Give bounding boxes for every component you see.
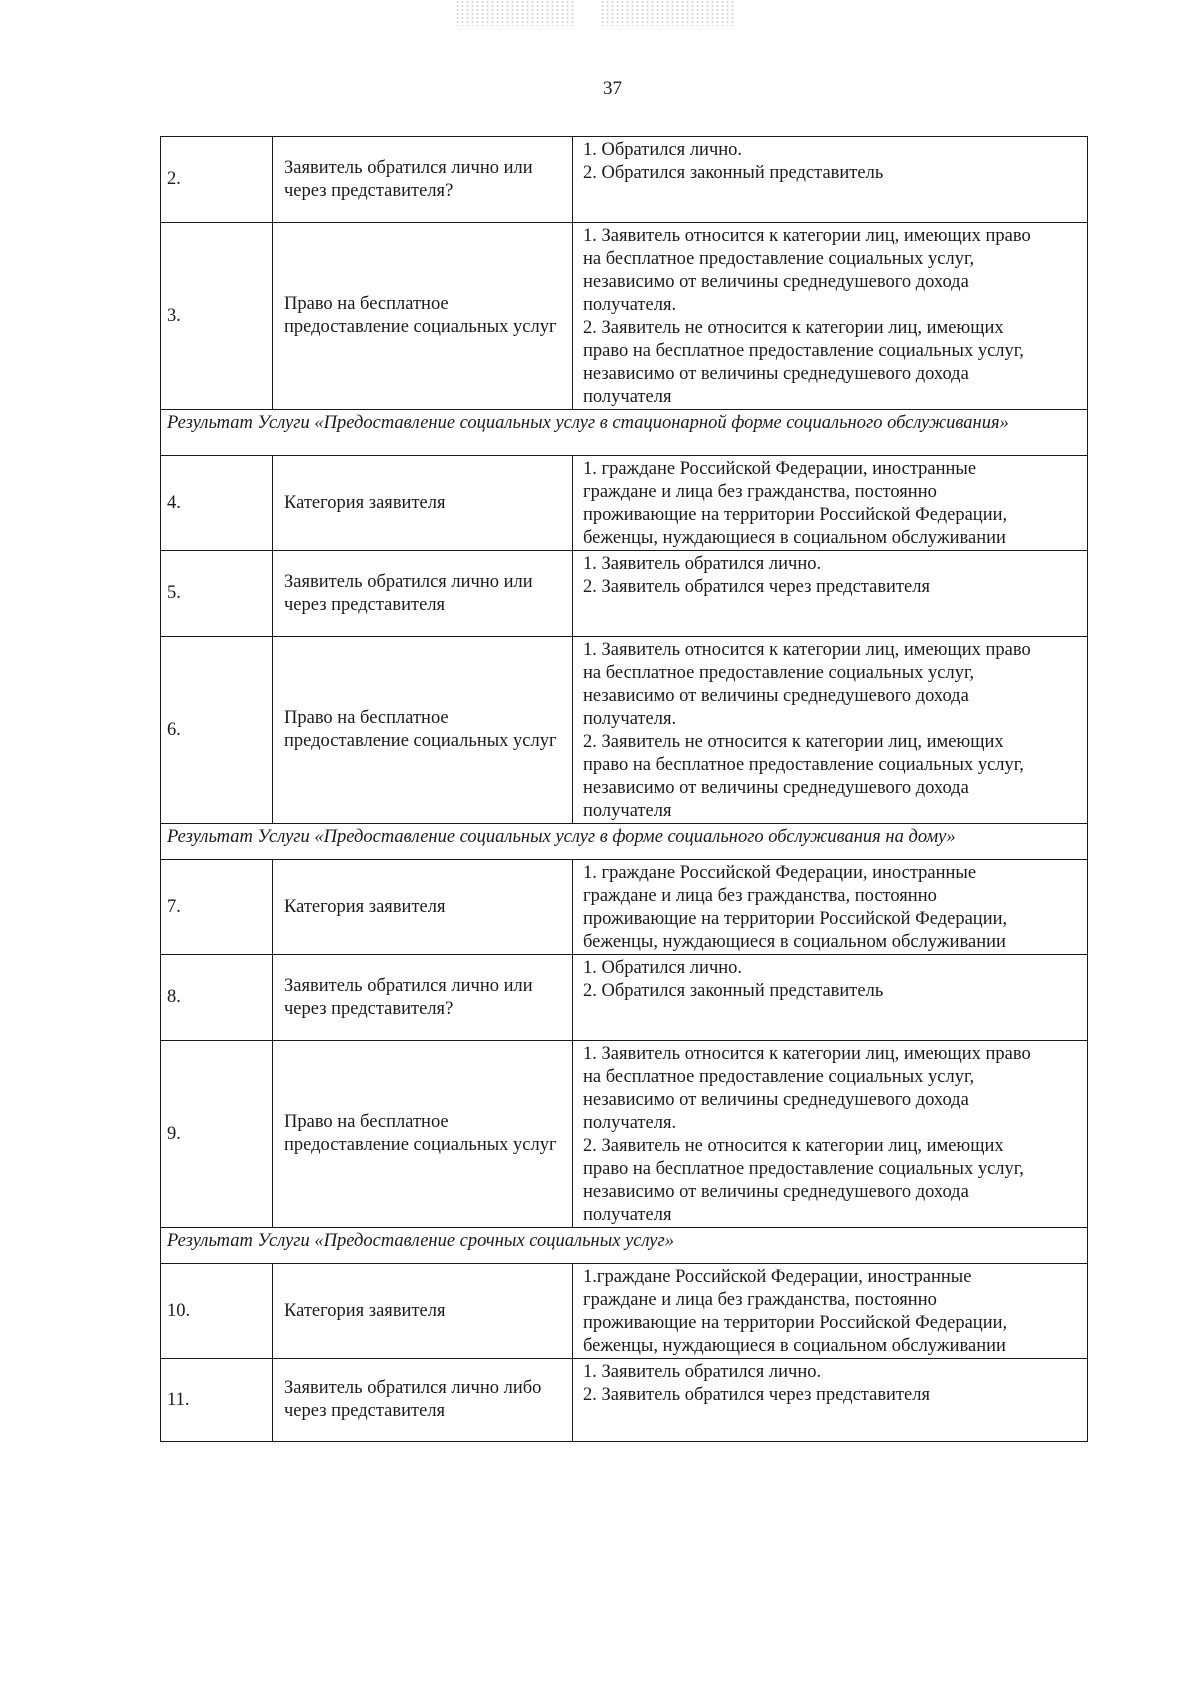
criterion-answers [573,955,1088,1041]
answer-line: получателя. [583,1113,677,1133]
row-number: 8. [161,955,273,1041]
row-number: 7. [161,860,273,955]
table-row [161,456,1088,551]
criteria-table [160,136,1088,1442]
answer-line: беженцы, нуждающиеся в социальном обслуживании [583,528,1006,548]
section-header-row [161,410,1088,456]
answer-line: независимо от величины среднедушевого дохода [583,364,969,384]
criterion-answers [573,137,1088,223]
table-row [161,860,1088,955]
answer-line: 2. Заявитель обратился через представителя [583,577,930,597]
answer-line: право на бесплатное предоставление социальных услуг, [583,1159,1024,1179]
answer-line: независимо от величины среднедушевого дохода [583,1090,969,1110]
answer-line: 2. Заявитель не относится к категории лиц, имеющих [583,1136,1004,1156]
answer-line: 1. Заявитель относится к категории лиц, имеющих право [583,640,1031,660]
answer-line: 2. Заявитель не относится к категории лиц, имеющих [583,732,1004,752]
criterion-answers [573,637,1088,824]
criterion-answers [573,1041,1088,1228]
row-number: 3. [161,223,273,410]
answer-line: граждане и лица без гражданства, постоянно [583,1290,937,1310]
answer-line: 1. Обратился лично. [583,140,743,160]
answer-line: право на бесплатное предоставление социальных услуг, [583,755,1024,775]
answer-line: получателя [583,1205,672,1225]
criterion-answers [573,1359,1088,1442]
criterion-question: Право на бесплатное предоставление социальных услуг [273,1041,573,1228]
page-number: 37 [603,78,622,99]
criterion-answers [573,456,1088,551]
answer-line: 1. Заявитель обратился лично. [583,1362,822,1382]
row-number: 4. [161,456,273,551]
criterion-question: Право на бесплатное предоставление социальных услуг [273,637,573,824]
answer-line: получателя. [583,709,677,729]
criterion-question: Право на бесплатное предоставление социальных услуг [273,223,573,410]
answer-line: 1. граждане Российской Федерации, иностранные [583,459,977,479]
answer-line: независимо от величины среднедушевого дохода [583,1182,969,1202]
table-row [161,1264,1088,1359]
answer-line: независимо от величины среднедушевого дохода [583,778,969,798]
answer-line: независимо от величины среднедушевого дохода [583,686,969,706]
answer-line: 2. Обратился законный представитель [583,981,884,1001]
criterion-question: Заявитель обратился лично или через представителя? [273,137,573,223]
answer-line: на бесплатное предоставление социальных услуг, [583,1067,975,1087]
criterion-answers [573,860,1088,955]
criterion-question: Категория заявителя [273,456,573,551]
answer-line: 1. граждане Российской Федерации, иностранные [583,863,977,883]
criterion-question: Заявитель обратился лично или через представителя? [273,955,573,1041]
section-header-row [161,1228,1088,1264]
table-row [161,1359,1088,1442]
answer-line: 1.граждане Российской Федерации, иностранные [583,1267,972,1287]
answer-line: граждане и лица без гражданства, постоянно [583,482,937,502]
answer-line: проживающие на территории Российской Федерации, [583,909,1008,929]
section-title: Результат Услуги «Предоставление социальных услуг в стационарной форме социального обслуживания» [161,410,1088,456]
table-row [161,955,1088,1041]
criterion-question: Категория заявителя [273,860,573,955]
answer-line: 2. Обратился законный представитель [583,163,884,183]
answer-line: 1. Заявитель относится к категории лиц, имеющих право [583,226,1031,246]
row-number: 9. [161,1041,273,1228]
answer-line: граждане и лица без гражданства, постоянно [583,886,937,906]
criterion-answers [573,223,1088,410]
criterion-answers [573,1264,1088,1359]
criteria-table-body [161,137,1088,1442]
section-header-row [161,824,1088,860]
row-number: 11. [161,1359,273,1442]
row-number: 6. [161,637,273,824]
table-row [161,551,1088,637]
table-row [161,1041,1088,1228]
scan-noise-right [600,0,735,26]
criterion-question: Заявитель обратился лично или через представителя [273,551,573,637]
answer-line: проживающие на территории Российской Федерации, [583,1313,1008,1333]
table-row [161,223,1088,410]
answer-line: на бесплатное предоставление социальных услуг, [583,663,975,683]
answer-line: получателя. [583,295,677,315]
answer-line: беженцы, нуждающиеся в социальном обслуживании [583,932,1006,952]
answer-line: 2. Заявитель не относится к категории лиц, имеющих [583,318,1004,338]
row-number: 5. [161,551,273,637]
answer-line: 1. Обратился лично. [583,958,743,978]
section-title: Результат Услуги «Предоставление социальных услуг в форме социального обслуживания на дому» [161,824,1088,860]
answer-line: на бесплатное предоставление социальных услуг, [583,249,975,269]
answer-line: 1. Заявитель относится к категории лиц, имеющих право [583,1044,1031,1064]
row-number: 10. [161,1264,273,1359]
answer-line: 2. Заявитель обратился через представителя [583,1385,930,1405]
answer-line: право на бесплатное предоставление социальных услуг, [583,341,1024,361]
answer-line: 1. Заявитель обратился лично. [583,554,822,574]
answer-line: независимо от величины среднедушевого дохода [583,272,969,292]
answer-line: проживающие на территории Российской Федерации, [583,505,1008,525]
table-row [161,137,1088,223]
answer-line: получателя [583,387,672,407]
section-title: Результат Услуги «Предоставление срочных социальных услуг» [161,1228,1088,1264]
criterion-answers [573,551,1088,637]
answer-line: получателя [583,801,672,821]
criterion-question: Заявитель обратился лично либо через представителя [273,1359,573,1442]
answer-line: беженцы, нуждающиеся в социальном обслуживании [583,1336,1006,1356]
table-row [161,637,1088,824]
criterion-question: Категория заявителя [273,1264,573,1359]
scan-noise-left [455,0,575,26]
row-number: 2. [161,137,273,223]
